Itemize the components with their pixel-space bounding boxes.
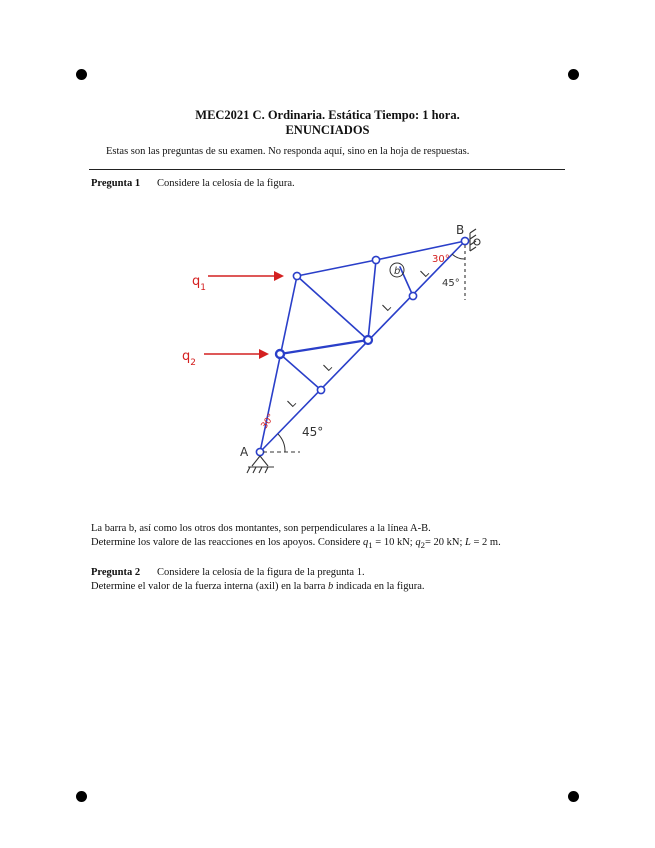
- label-L-top: L: [417, 266, 432, 280]
- question-1-prompt: Considere la celosía de la figura.: [157, 178, 295, 189]
- label-L-upper: L: [379, 300, 394, 314]
- label-bar-b: b: [394, 266, 401, 277]
- question-1-line-2: Determine los valore de las reacciones en los apoyos. Considere $q_1 = 10$ kN; $q_2= 20$ kN; L = 2 m.: [91, 537, 501, 551]
- question-1-label: Pregunta 1: [91, 178, 141, 189]
- angle-arc-b: [452, 254, 465, 259]
- label-L-lower: L: [284, 396, 299, 410]
- corner-marker-bottom-left: [76, 791, 87, 802]
- exam-title: MEC2021 C. Ordinaria. Estática Tiempo: 1 hora.: [195, 108, 460, 122]
- label-b: B: [456, 223, 465, 237]
- exam-subtitle: ENUNCIADOS: [285, 123, 370, 137]
- support-a: [247, 452, 300, 473]
- label-q2: $q_2$: [182, 349, 196, 368]
- label-angle-45-bottom: 45°: [302, 425, 324, 439]
- angle-arc-a: [278, 434, 285, 452]
- divider: [89, 169, 565, 170]
- question-1-heading: [91, 178, 295, 189]
- truss-members: [260, 241, 465, 452]
- truss-figure: [170, 215, 510, 485]
- question-2-heading: [91, 567, 365, 578]
- label-L-middle: L: [320, 360, 335, 374]
- question-1-line-1: La barra b, así como los otros dos montantes, son perpendiculares a la línea A-B.: [91, 523, 431, 534]
- question-2-prompt: Considere la celosía de la figura de la pregunta 1.: [157, 567, 365, 578]
- corner-marker-top-right: [568, 69, 579, 80]
- question-2-label: Pregunta 2: [91, 567, 141, 578]
- label-angle-45-top: 45°: [442, 278, 460, 289]
- corner-marker-top-left: [76, 69, 87, 80]
- label-q1: $q_1$: [192, 274, 206, 293]
- label-a: A: [240, 445, 249, 459]
- label-angle-30-bottom: 30°: [259, 412, 277, 432]
- corner-marker-bottom-right: [568, 791, 579, 802]
- exam-intro: Estas son las preguntas de su examen. No responda aquí, sino en la hoja de respuestas.: [106, 146, 470, 157]
- load-arrows: [204, 271, 284, 359]
- label-angle-30-top: 30°: [432, 254, 450, 265]
- question-2-line-1: Determine el valor de la fuerza interna (axil) en la barra b indicada en la figura.: [91, 581, 425, 592]
